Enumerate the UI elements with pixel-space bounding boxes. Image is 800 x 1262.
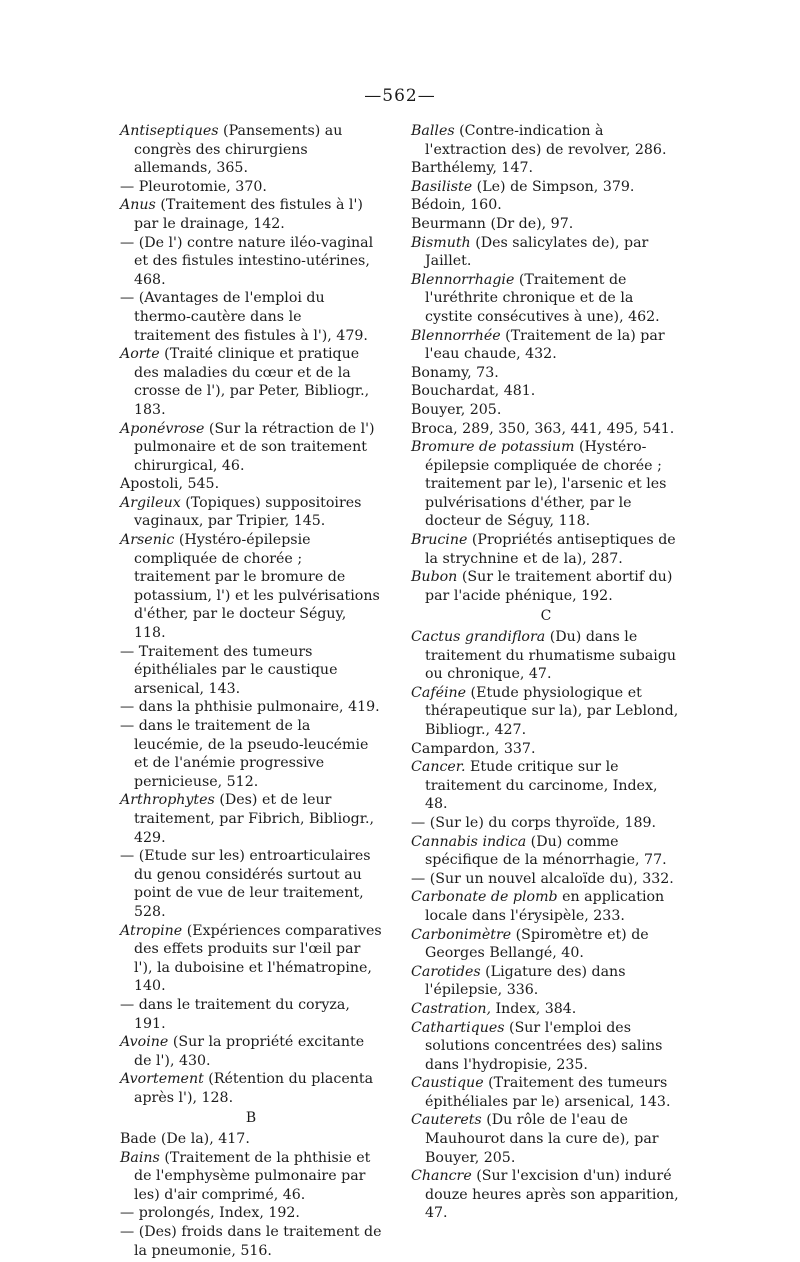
index-text: Bonamy, 73. [411, 364, 499, 381]
index-entry [411, 963, 681, 1000]
index-text: Bouchardat, 481. [411, 383, 536, 400]
index-text: (Hystéro-épilepsie compliquée de chorée ; traitement par le), l'arsenic et les pulvérisations d'éther, par le docteur de Séguy, 118. [425, 439, 667, 530]
index-text: (Sur la rétraction de l') pulmonaire et de son traitement chirurgical, 46. [134, 420, 375, 474]
index-text: Barthélemy, 147. [411, 160, 534, 177]
index-text: Etude critique sur le traitement du carcinome, Index, 48. [425, 759, 658, 813]
index-entry [411, 196, 681, 215]
index-text: (Contre-indication à l'extraction des) de revolver, 286. [425, 123, 667, 158]
index-entry [411, 814, 681, 833]
index-entry [411, 684, 681, 740]
index-term: Cauterets [411, 1112, 482, 1129]
index-text: — (Sur un nouvel alcaloïde du), 332. [411, 870, 674, 887]
index-term: Argileux [120, 494, 181, 511]
index-term: Anus [120, 197, 156, 214]
index-text: (Etude physiologique et thérapeutique sur la), par Leblond, Bibliogr., 427. [425, 684, 679, 738]
section-letter-c: C [540, 608, 552, 625]
index-term: Brucine [411, 532, 468, 549]
index-text: — (Sur le) du corps thyroïde, 189. [411, 814, 657, 831]
index-text: Bade (De la), 417. [120, 1131, 250, 1148]
index-term: Cancer. [411, 759, 466, 776]
index-entry [120, 996, 382, 1033]
right-column [411, 122, 681, 1223]
index-term: Cathartiques [411, 1019, 505, 1036]
index-entry [120, 494, 382, 531]
index-text: (Hystéro-épilepsie compliquée de chorée ; traitement par le bromure de potassium, l') et les pulvérisations d'éther, par le docteur Séguy, 118. [134, 532, 380, 642]
index-text: (Sur l'emploi des solutions concentrées des) salins dans l'hydropisie, 235. [425, 1019, 663, 1073]
index-term: Bismuth [411, 234, 471, 251]
index-term: Arthrophytes [120, 792, 215, 809]
index-entry [411, 438, 681, 531]
index-text: (Traitement de la phthisie et de l'emphysème pulmonaire par les) d'air comprimé, 46. [134, 1149, 371, 1203]
index-text: (Ligature des) dans l'épilepsie, 336. [425, 963, 626, 999]
index-text: (Des salicylates de), par Jaillet. [425, 234, 649, 270]
index-entry [120, 1223, 382, 1260]
index-text: (Du) dans le traitement du rhumatisme subaigu ou chronique, 47. [425, 629, 677, 683]
index-text: (Spiromètre et) de Georges Bellangé, 40. [425, 926, 649, 962]
index-term: Castration, [411, 1000, 491, 1017]
index-entry [411, 178, 681, 197]
index-term: Atropine [120, 922, 183, 939]
index-text: Bouyer, 205. [411, 401, 502, 418]
index-text: Campardon, 337. [411, 740, 536, 757]
index-entry [120, 1204, 382, 1223]
index-entry [411, 1019, 681, 1075]
index-text: Beurmann (Dr de), 97. [411, 215, 574, 232]
index-term: Blennorrhagie [411, 271, 515, 288]
index-entry [120, 698, 382, 717]
index-entry [411, 740, 681, 759]
left-column [120, 122, 382, 1260]
index-term: Carbonimètre [411, 926, 512, 943]
section-letter-b: B [245, 1110, 257, 1127]
index-entry [411, 327, 681, 364]
index-text: en application locale dans l'érysipèle, 233. [425, 889, 665, 924]
index-term: Cannabis indica [411, 833, 527, 850]
index-text: (Sur le traitement abortif du) par l'acide phénique, 192. [425, 569, 673, 604]
index-entry [411, 531, 681, 568]
index-text: (Traitement de l'uréthrite chronique et de la cystite consécutives à une), 462. [425, 271, 660, 325]
index-entry [411, 568, 681, 605]
index-entry [120, 531, 382, 643]
index-term: Chancre [411, 1168, 472, 1185]
index-text: (Propriétés antiseptiques de la strychnine et de la), 287. [425, 532, 676, 567]
index-entry [411, 234, 681, 271]
index-text: — dans le traitement de la leucémie, de la pseudo-leucémie et de l'anémie progressive pernicieuse, 512. [120, 718, 369, 790]
index-term: Bromure de potassium [411, 439, 575, 456]
index-text: (Des) et de leur traitement, par Fibrich, Bibliogr., 429. [134, 792, 374, 846]
index-entry [120, 196, 382, 233]
index-entry [411, 833, 681, 870]
index-text: — Pleurotomie, 370. [120, 178, 267, 195]
index-text: — dans le traitement du coryza, 191. [120, 996, 350, 1032]
index-entry [120, 1130, 382, 1149]
index-entry [120, 643, 382, 699]
index-term: Caféine [411, 684, 467, 701]
index-term: Avoine [120, 1034, 169, 1051]
index-term: Caustique [411, 1075, 484, 1092]
index-text: Apostoli, 545. [120, 476, 220, 493]
index-entry [411, 215, 681, 234]
index-text: (Traitement de la) par l'eau chaude, 432. [425, 327, 665, 363]
index-text: (Sur l'excision d'un) induré douze heures après son apparition, 47. [425, 1168, 679, 1222]
index-entry [411, 1000, 681, 1019]
index-entry [120, 1033, 382, 1070]
index-entry [120, 922, 382, 996]
index-text: (Pansements) au congrès des chirurgiens allemands, 365. [134, 123, 343, 177]
index-entry [411, 271, 681, 327]
index-text: (Rétention du placenta après l'), 128. [134, 1071, 374, 1106]
index-entry [120, 345, 382, 419]
index-text: Index, 384. [490, 1000, 577, 1017]
index-entry [411, 1167, 681, 1223]
index-entry [411, 159, 681, 178]
index-term: Aorte [120, 346, 160, 363]
index-text: — (Avantages de l'emploi du thermo-cautère dans le traitement des fistules à l'), 479. [120, 290, 368, 344]
index-term: Basiliste [411, 178, 473, 195]
index-text: (Du rôle de l'eau de Mauhourot dans la cure de), par Bouyer, 205. [425, 1112, 659, 1166]
index-text: (Traitement des fistules à l') par le drainage, 142. [134, 197, 363, 232]
index-term: Aponévrose [120, 420, 205, 437]
index-entry [411, 401, 681, 420]
index-text: (Sur la propriété excitante de l'), 430. [134, 1034, 365, 1069]
index-text: Bédoin, 160. [411, 197, 502, 214]
index-term: Arsenic [120, 532, 175, 549]
index-entry [120, 791, 382, 847]
index-term: Antiseptiques [120, 123, 219, 139]
index-entry [120, 234, 382, 290]
index-text: — Traitement des tumeurs épithéliales par le caustique arsenical, 143. [120, 643, 338, 697]
index-term: Carbonate de plomb [411, 889, 558, 906]
index-text: — dans la phthisie pulmonaire, 419. [120, 699, 380, 716]
index-entry [411, 1111, 681, 1167]
index-entry [411, 888, 681, 925]
index-term: Balles [411, 123, 455, 139]
index-entry [411, 122, 681, 159]
index-entry [120, 420, 382, 476]
index-term: Cactus grandiflora [411, 629, 546, 646]
index-entry [120, 847, 382, 921]
index-entry [120, 717, 382, 791]
index-text: (Le) de Simpson, 379. [472, 178, 635, 195]
index-text: (Expériences comparatives des effets produits sur l'œil par l'), la duboisine et l'hématropine, 140. [134, 922, 382, 995]
index-text: Broca, 289, 350, 363, 441, 495, 541. [411, 420, 675, 437]
index-entry [411, 364, 681, 383]
index-term: Bains [120, 1149, 160, 1166]
index-term: Bubon [411, 569, 458, 586]
index-entry [411, 870, 681, 889]
index-text: (Traitement des tumeurs épithéliales par le) arsenical, 143. [425, 1075, 671, 1110]
index-text: — (De l') contre nature iléo-vaginal et des fistules intestino-utérines, 468. [120, 234, 374, 288]
index-entry [411, 926, 681, 963]
index-term: Avortement [120, 1071, 204, 1088]
index-text: — (Etude sur les) entroarticulaires du genou considérés surtout au point de vue de leur traitement, 528. [120, 848, 371, 920]
index-entry [120, 475, 382, 494]
index-entry [120, 178, 382, 197]
index-term: Blennorrhée [411, 327, 501, 344]
index-text: — prolongés, Index, 192. [120, 1205, 300, 1222]
index-entry [411, 382, 681, 401]
index-entry [411, 628, 681, 684]
index-term: Carotides [411, 963, 481, 980]
index-text: (Topiques) suppositoires vaginaux, par Tripier, 145. [134, 494, 362, 530]
index-text: — (Des) froids dans le traitement de la pneumonie, 516. [120, 1224, 382, 1259]
index-text: (Traité clinique et pratique des maladies du cœur et de la crosse de l'), par Peter, Bibliogr., 183. [134, 346, 370, 418]
index-entry [120, 1149, 382, 1205]
index-entry [411, 420, 681, 439]
index-text: (Du) comme spécifique de la ménorrhagie, 77. [425, 833, 667, 869]
index-entry [411, 1074, 681, 1111]
index-entry [120, 289, 382, 345]
index-entry [411, 758, 681, 814]
page-number: —562— [364, 86, 436, 106]
index-entry [120, 122, 382, 178]
index-entry [120, 1070, 382, 1107]
